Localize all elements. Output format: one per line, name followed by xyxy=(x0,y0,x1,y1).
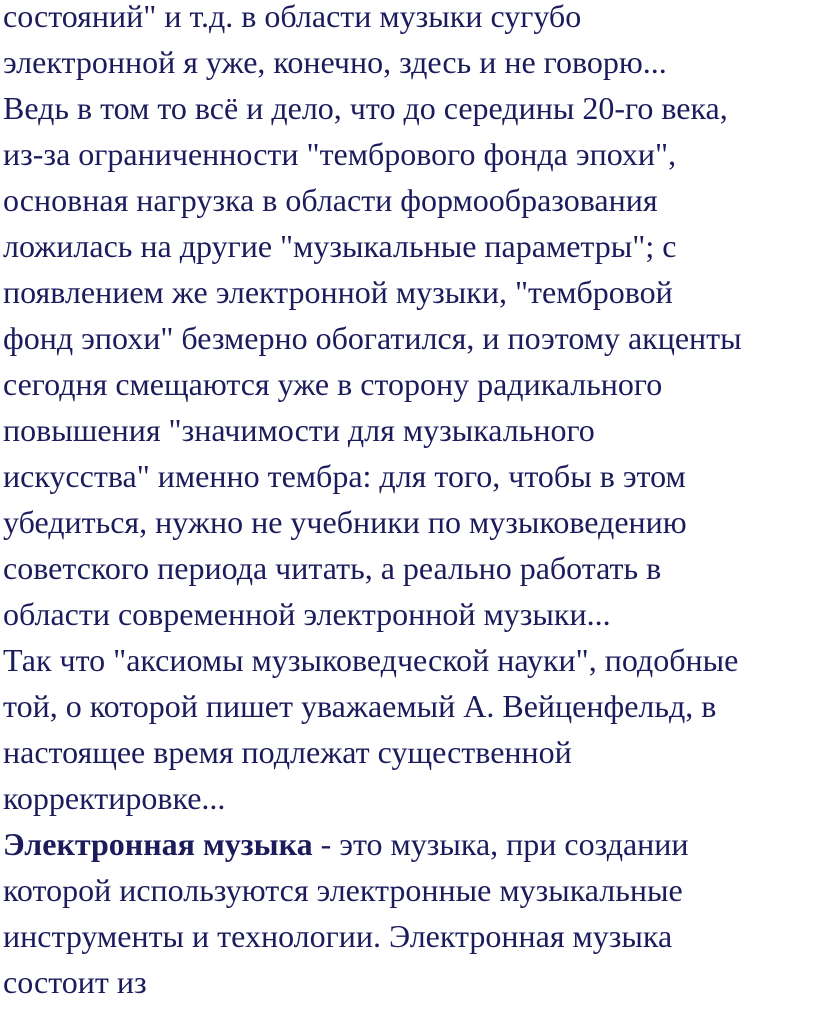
text-line: появлением же электронной музыки, "тембровой xyxy=(3,274,673,310)
paragraph-2 xyxy=(3,85,815,637)
document-page xyxy=(3,0,815,1005)
text-line: области современной электронной музыки... xyxy=(3,596,611,632)
text-line: основная нагрузка в области формообразования xyxy=(3,182,658,218)
text-line: сегодня смещаются уже в сторону радикального xyxy=(3,366,663,402)
text-line: той, о которой пишет уважаемый А. Вейценфельд, в xyxy=(3,688,717,724)
text-line: состоит из xyxy=(3,964,147,1000)
paragraph-4 xyxy=(3,821,815,1005)
text-line: инструменты и технологии. Электронная музыка xyxy=(3,918,673,954)
text-line: убедиться, нужно не учебники по музыковедению xyxy=(3,504,687,540)
defined-term: Электронная музыка xyxy=(3,826,313,862)
text-line: повышения "значимости для музыкального xyxy=(3,412,595,448)
paragraph-1 xyxy=(3,0,815,85)
paragraph-3 xyxy=(3,637,815,821)
text-line: фонд эпохи" безмерно обогатился, и поэтому акценты xyxy=(3,320,742,356)
text-line: корректировке... xyxy=(3,780,226,816)
text-line: настоящее время подлежат существенной xyxy=(3,734,572,770)
text-line: которой используются электронные музыкальные xyxy=(3,872,683,908)
definition-text: - это музыка, при создании xyxy=(312,826,689,862)
text-line: ложилась на другие "музыкальные параметры"; с xyxy=(3,228,677,264)
text-line: Так что "аксиомы музыковедческой науки", подобные xyxy=(3,642,739,678)
text-line: из-за ограниченности "тембрового фонда эпохи", xyxy=(3,136,677,172)
text-line: советского периода читать, а реально работать в xyxy=(3,550,662,586)
text-line: электронной я уже, конечно, здесь и не говорю... xyxy=(3,44,667,80)
text-line: состояний" и т.д. в области музыки сугубо xyxy=(3,0,582,34)
definition-line xyxy=(3,821,815,867)
text-line: Ведь в том то всё и дело, что до середины 20-го века, xyxy=(3,90,728,126)
text-line: искусства" именно тембра: для того, чтобы в этом xyxy=(3,458,686,494)
